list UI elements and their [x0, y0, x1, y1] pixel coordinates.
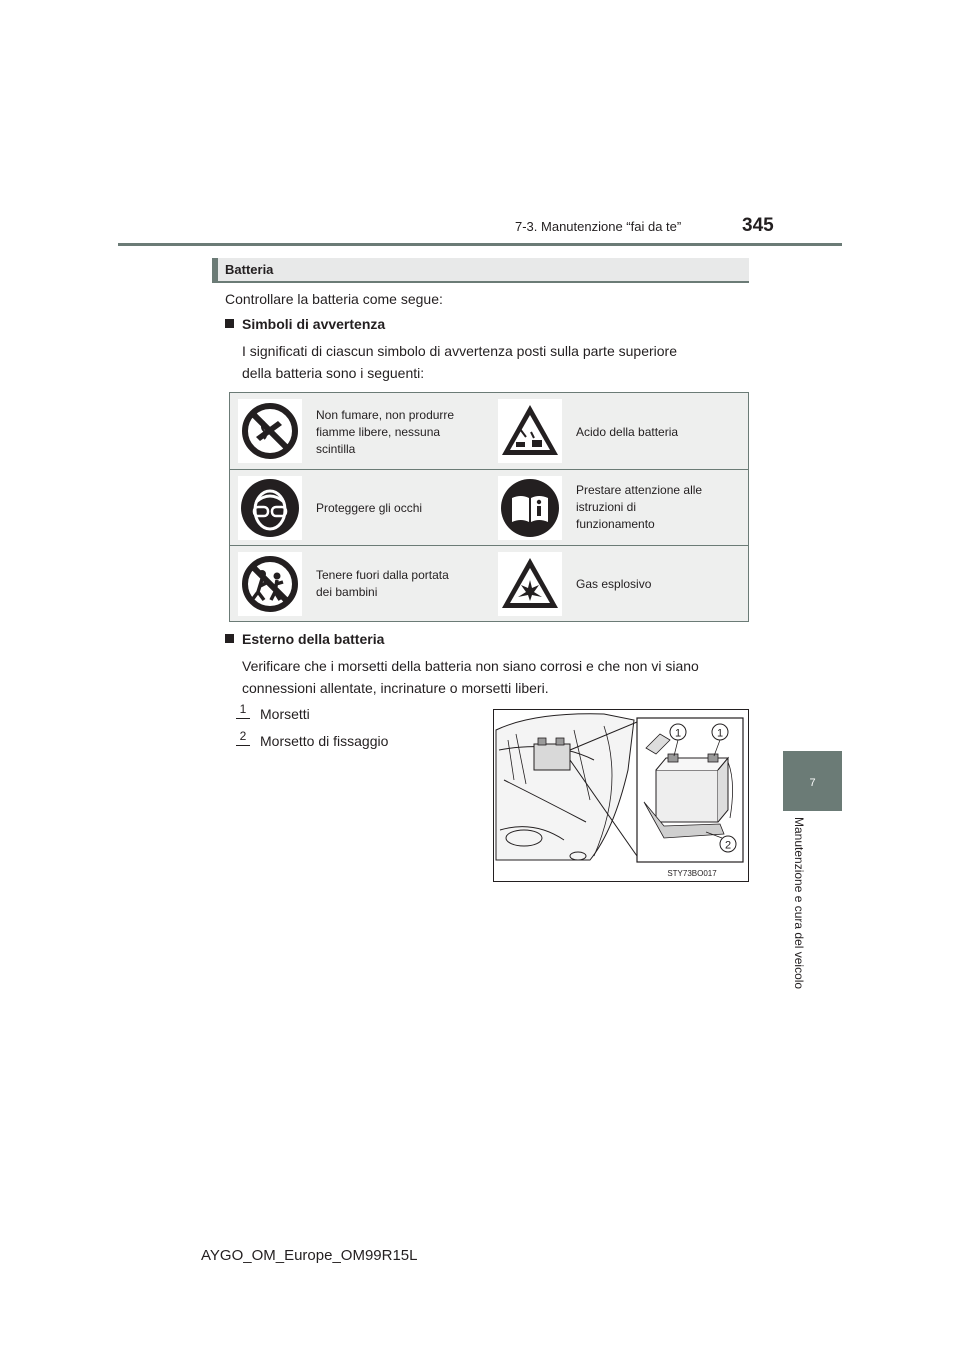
figure-callout: 1 [674, 727, 682, 740]
header-rule [118, 243, 842, 246]
legend-number: 2 [236, 729, 250, 746]
bullet-heading-exterior [225, 631, 384, 647]
page-number: 345 [742, 215, 774, 236]
legend-number: 1 [236, 702, 250, 719]
read-instructions-icon [498, 476, 562, 540]
battery-illustration [494, 710, 749, 882]
bullet-heading-text: Esterno della batteria [242, 631, 385, 647]
keep-children-away-icon [238, 552, 302, 616]
section-title: Batteria [225, 262, 274, 277]
symbol-desc-no-smoking [316, 407, 476, 458]
bullet-square-icon [225, 319, 234, 328]
running-header-section: 7-3. Manutenzione “fai da te” [515, 219, 682, 234]
figure-code: STY73BO017 [667, 869, 717, 878]
exterior-description-line2: connessioni allentate, incrinature o morsetti liberi. [242, 680, 549, 696]
bullet-square-icon [225, 634, 234, 643]
desc-line: funzionamento [576, 517, 655, 531]
legend-label-hold-down-clamp: Morsetto di fissaggio [260, 733, 389, 749]
section-heading [212, 258, 749, 283]
symbol-desc-acid: Acido della batteria [576, 425, 679, 439]
desc-line: istruzioni di [576, 500, 637, 514]
table-row-divider [230, 469, 748, 470]
symbol-desc-explosive-gas: Gas esplosivo [576, 577, 652, 591]
symbol-desc-eye-protection: Proteggere gli occhi [316, 501, 423, 515]
symbol-desc-keep-children-away [316, 567, 449, 601]
explosive-gas-icon [498, 552, 562, 616]
bullet-heading-text: Simboli di avvertenza [242, 316, 386, 332]
desc-line: Non fumare, non produrre [316, 408, 455, 422]
warning-symbols-table [229, 392, 749, 622]
exterior-description-line1: Verificare che i morsetti della batteria non siano corrosi e che non vi siano [242, 658, 699, 674]
acid-warning-icon [498, 399, 562, 463]
desc-line: scintilla [316, 442, 356, 456]
no-smoking-icon [238, 399, 302, 463]
battery-location-figure [493, 709, 749, 882]
section-heading-marker [212, 258, 218, 283]
chapter-title: Manutenzione e cura del veicolo [792, 817, 806, 990]
desc-line: Tenere fuori dalla portata [316, 568, 449, 582]
symbol-desc-read-instructions [576, 482, 736, 533]
chapter-tab [783, 751, 842, 811]
desc-line: dei bambini [316, 585, 378, 599]
desc-line: Prestare attenzione alle [576, 483, 703, 497]
desc-line: fiamme libere, nessuna [316, 425, 441, 439]
figure-callout: 2 [724, 839, 732, 852]
chapter-number: 7 [809, 777, 816, 789]
eye-protection-icon [238, 476, 302, 540]
figure-callout: 1 [716, 727, 724, 740]
legend-label-terminals: Morsetti [260, 706, 310, 722]
document-footer: AYGO_OM_Europe_OM99R15L [201, 1247, 418, 1264]
warning-description-line2: della batteria sono i seguenti: [242, 365, 425, 381]
intro-text: Controllare la batteria come segue: [225, 291, 443, 307]
bullet-heading-warning-symbols [225, 316, 385, 332]
warning-description-line1: I significati di ciascun simbolo di avvertenza posti sulla parte superiore [242, 343, 677, 359]
table-row-divider [230, 545, 748, 546]
